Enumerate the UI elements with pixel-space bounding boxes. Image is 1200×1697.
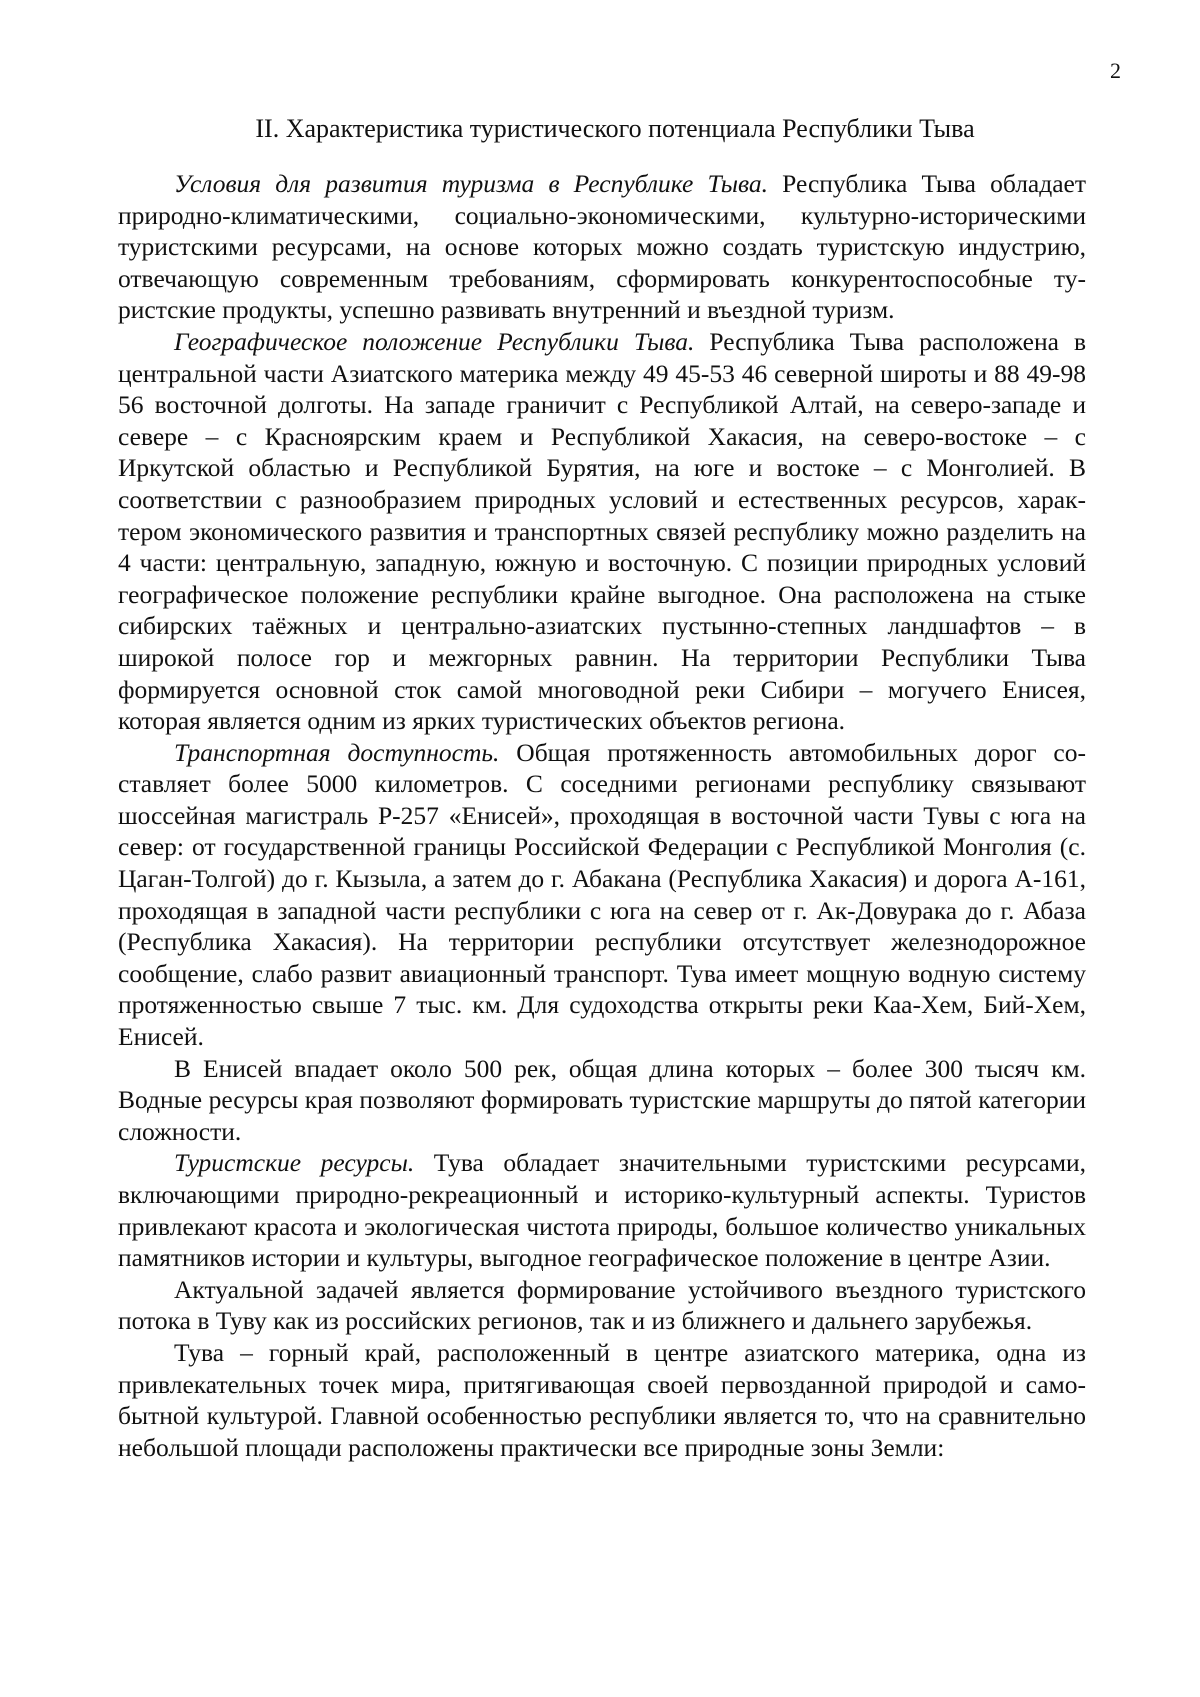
paragraph-transport-access <box>118 737 1086 1053</box>
paragraph-text: Общая протяженность автомобильных дорог составляет более 5000 километров. С соседними регионами республику связывают шоссейная магистраль Р-257 «Енисей», проходящая в восточной части Тувы с юга на север: от государственной границы Российской Федерации с Республикой Монголия (с. Цаган-Толгой) до г. Кызыла, а затем до г. Абакана (Республика Хакасия) и дорога А-161, проходящая в западной части республики с юга на север от г. Ак-Довурака до г. Абаза (Республика Хакасия). На территории республики отсутствует железнодорожное сообщение, слабо развит авиационный транспорт. Тува имеет мощную водную систему протяженностью свыше 7 тыс. км. Для судоходства открыты реки Каа-Хем, Бий-Хем, Енисей. <box>118 737 1086 1052</box>
paragraph-text: В Енисей впадает около 500 рек, общая длина которых – более 300 тысяч км. Водные ресурсы края позволяют формировать туристские маршруты до пятой категории сложности. <box>118 1053 1086 1146</box>
paragraph-text: Актуальной задачей является формирование устойчивого въездного туристского потока в Туву как из российских регионов, так и из ближнего и дальнего зарубежья. <box>118 1274 1086 1336</box>
document-body <box>118 168 1086 1463</box>
paragraph-tourism-conditions <box>118 168 1086 326</box>
paragraph-text: Тува обладает значительными туристскими ресурсами, включающими природно-рекреационный и историко-культурный аспекты. Туристов привлекают красота и экологическая чистота природы, большое количество уникальных памятников истории и культуры, выгодное географическое положение в центре Азии. <box>118 1148 1086 1273</box>
paragraph-lead: Транспортная доступность. <box>174 737 500 767</box>
page-number: 2 <box>1110 58 1121 83</box>
paragraph-lead: Географическое положение Республики Тыва. <box>174 326 695 356</box>
paragraph-geographic-position <box>118 326 1086 737</box>
paragraph-inbound-flow <box>118 1274 1086 1337</box>
paragraph-tourist-resources <box>118 1147 1086 1273</box>
paragraph-lead: Условия для развития туризма в Республике Тыва. <box>174 169 769 198</box>
paragraph-rivers <box>118 1053 1086 1148</box>
paragraph-text: Тува – горный край, расположенный в центре азиатского материка, одна из привлекательных точек мира, притягивающая своей первозданной природой и самобытной культурой. Главной особенностью республики является то, что на сравнительно небольшой площади расположены практически все природные зоны Земли: <box>118 1337 1086 1462</box>
paragraph-lead: Туристские ресурсы. <box>174 1148 415 1178</box>
paragraph-mountain-region <box>118 1337 1086 1463</box>
section-heading: II. Характеристика туристического потенциала Республики Тыва <box>255 114 975 143</box>
paragraph-text: Республика Тыва обладает природно-климатическими, социально-экономическими, культурно-историческими туристскими ресурсами, на основе которых можно создать туристскую индустрию, отвечающую современным требованиям, сформировать конкурентоспособные туристские продукты, успешно развивать внутренний и въездной туризм. <box>118 169 1086 325</box>
paragraph-text: Республика Тыва расположена в центральной части Азиатского материка между 49 45-53 46 северной широты и 88 49-98 56 восточной долготы. На западе граничит с Республикой Алтай, на северо-западе и севере – с Красноярским краем и Республикой Хакасия, на северо-востоке – с Иркутской областью и Республикой Бурятия, на юге и востоке – с Монголией. В соответствии с разнообразием природных условий и естественных ресурсов, характером экономического развития и транспортных связей республику можно разделить на 4 части: центральную, западную, южную и восточную. С позиции природных условий географическое положение республики крайне выгодное. Она расположена на стыке сибирских таёжных и центрально-азиатских пустынно-степных ландшафтов – в широкой полосе гор и межгорных равнин. На территории Республики Тыва формируется основной сток самой многоводной реки Сибири – могучего Енисея, которая является одним из ярких туристических объектов региона. <box>118 326 1086 736</box>
